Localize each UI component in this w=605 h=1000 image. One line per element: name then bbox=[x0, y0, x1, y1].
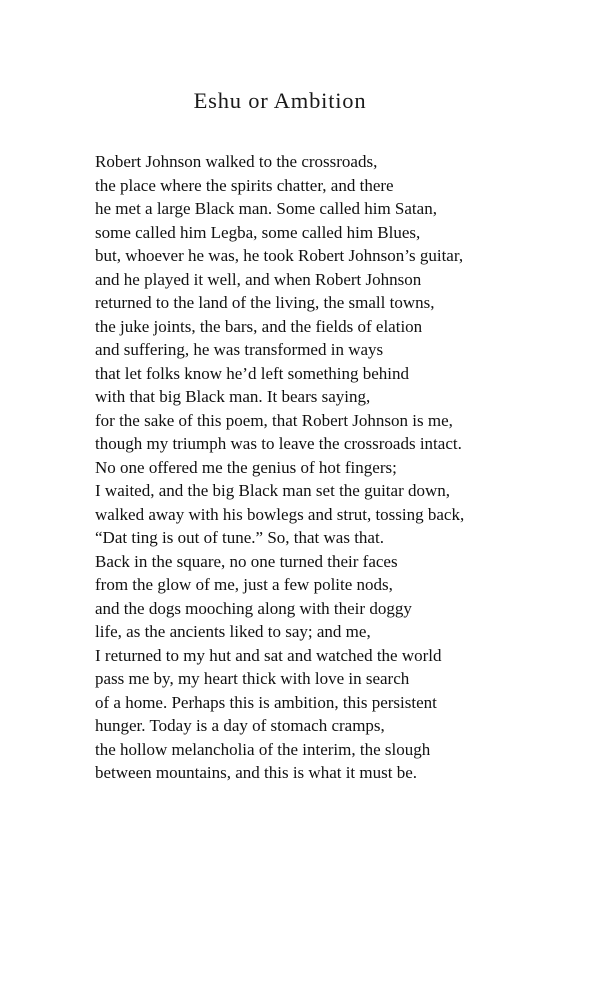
poem-line: Back in the square, no one turned their faces bbox=[95, 551, 398, 571]
poem-line: that let folks know he’d left something behind bbox=[95, 363, 409, 383]
poem-line: life, as the ancients liked to say; and me, bbox=[95, 622, 371, 641]
poem-line: and suffering, he was transformed in ways bbox=[95, 340, 384, 359]
poem-line: he met a large Black man. Some called him Satan, bbox=[95, 199, 437, 218]
poem-line: from the glow of me, just a few polite nods, bbox=[95, 575, 393, 594]
poem-line: with that big Black man. It bears saying, bbox=[95, 387, 371, 406]
poem-line: the hollow melancholia of the interim, the slough bbox=[95, 739, 431, 759]
poem-line: for the sake of this poem, that Robert Johnson is me, bbox=[95, 410, 453, 430]
poem-line: of a home. Perhaps this is ambition, this persistent bbox=[95, 692, 437, 712]
poem-line: Robert Johnson walked to the crossroads, bbox=[95, 152, 378, 171]
poem-line: and the dogs mooching along with their doggy bbox=[95, 598, 412, 618]
poem-line: the place where the spirits chatter, and there bbox=[95, 175, 394, 195]
poem-line: the juke joints, the bars, and the fields of elation bbox=[95, 316, 423, 336]
poem-line: “Dat ting is out of tune.” So, that was that. bbox=[95, 528, 384, 547]
poem-line: though my triumph was to leave the crossroads intact. bbox=[95, 434, 462, 453]
poem-line: some called him Legba, some called him Blues, bbox=[95, 222, 421, 242]
poem-title: Eshu or Ambition bbox=[193, 88, 367, 113]
poem-line: between mountains, and this is what it must be. bbox=[95, 763, 418, 782]
poem-line: and he played it well, and when Robert Johnson bbox=[95, 269, 422, 289]
poem-line: I waited, and the big Black man set the guitar down, bbox=[95, 481, 451, 500]
poem-line: pass me by, my heart thick with love in search bbox=[95, 669, 410, 688]
poem-body bbox=[95, 150, 600, 785]
poem-line: I returned to my hut and sat and watched the world bbox=[95, 645, 442, 665]
poem-line: hunger. Today is a day of stomach cramps, bbox=[95, 716, 385, 735]
poem-line: walked away with his bowlegs and strut, tossing back, bbox=[95, 504, 465, 524]
poem-line: but, whoever he was, he took Robert Johnson’s guitar, bbox=[95, 246, 464, 265]
poem-line: No one offered me the genius of hot fingers; bbox=[95, 457, 397, 477]
poem-line: returned to the land of the living, the small towns, bbox=[95, 293, 435, 312]
